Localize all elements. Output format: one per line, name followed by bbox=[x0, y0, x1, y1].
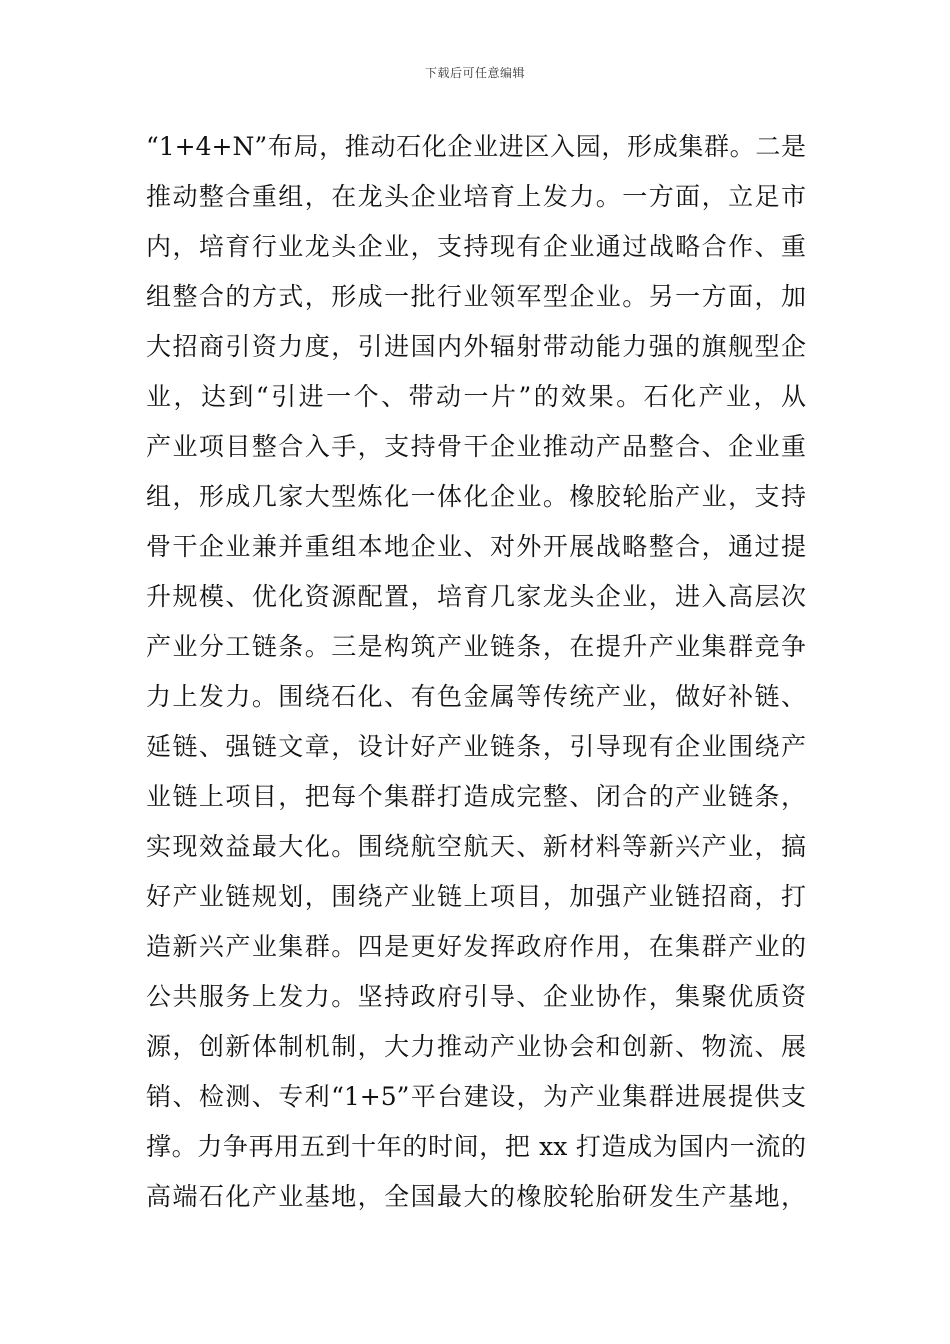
body-line: 力上发力。围绕石化、有色金属等传统产业，做好补链、 bbox=[146, 682, 806, 711]
page-header: 下载后可任意编辑 bbox=[424, 66, 525, 80]
body-line: 大招商引资力度，引进国内外辐射带动能力强的旗舰型企 bbox=[146, 332, 806, 361]
body-line: 延链、强链文章，设计好产业链条，引导现有企业围绕产 bbox=[146, 732, 806, 761]
body-line: 骨干企业兼并重组本地企业、对外开展战略整合，通过提 bbox=[146, 532, 806, 561]
body-line: 产业分工链条。三是构筑产业链条，在提升产业集群竞争 bbox=[146, 632, 806, 661]
body-line: 推动整合重组，在龙头企业培育上发力。一方面，立足市 bbox=[146, 182, 806, 211]
body-line: 组整合的方式，形成一批行业领军型企业。另一方面，加 bbox=[146, 282, 806, 311]
body-line: 高端石化产业基地，全国最大的橡胶轮胎研发生产基地， bbox=[146, 1182, 806, 1211]
body-line: 内，培育行业龙头企业，支持现有企业通过战略合作、重 bbox=[146, 232, 806, 261]
body-line: “1+4+N”布局，推动石化企业进区入园，形成集群。二是 bbox=[146, 132, 806, 161]
body-line: 撑。力争再用五到十年的时间，把 xx 打造成为国内一流的 bbox=[146, 1132, 806, 1161]
body-line: 公共服务上发力。坚持政府引导、企业协作，集聚优质资 bbox=[146, 982, 806, 1011]
body-line: 产业项目整合入手，支持骨干企业推动产品整合、企业重 bbox=[146, 432, 806, 461]
body-line: 业链上项目，把每个集群打造成完整、闭合的产业链条， bbox=[146, 782, 806, 811]
body-line: 造新兴产业集群。四是更好发挥政府作用，在集群产业的 bbox=[146, 932, 806, 961]
body-line: 销、检测、专利“1+5”平台建设，为产业集群进展提供支 bbox=[146, 1082, 806, 1111]
body-line: 好产业链规划，围绕产业链上项目，加强产业链招商，打 bbox=[146, 882, 806, 911]
body-line: 源，创新体制机制，大力推动产业协会和创新、物流、展 bbox=[146, 1032, 806, 1061]
body-line: 业，达到“引进一个、带动一片”的效果。石化产业，从 bbox=[146, 382, 806, 411]
document-body bbox=[146, 122, 806, 1222]
body-line: 组，形成几家大型炼化一体化企业。橡胶轮胎产业，支持 bbox=[146, 482, 806, 511]
body-line: 实现效益最大化。围绕航空航天、新材料等新兴产业，搞 bbox=[146, 832, 806, 861]
body-line: 升规模、优化资源配置，培育几家龙头企业，进入高层次 bbox=[146, 582, 806, 611]
